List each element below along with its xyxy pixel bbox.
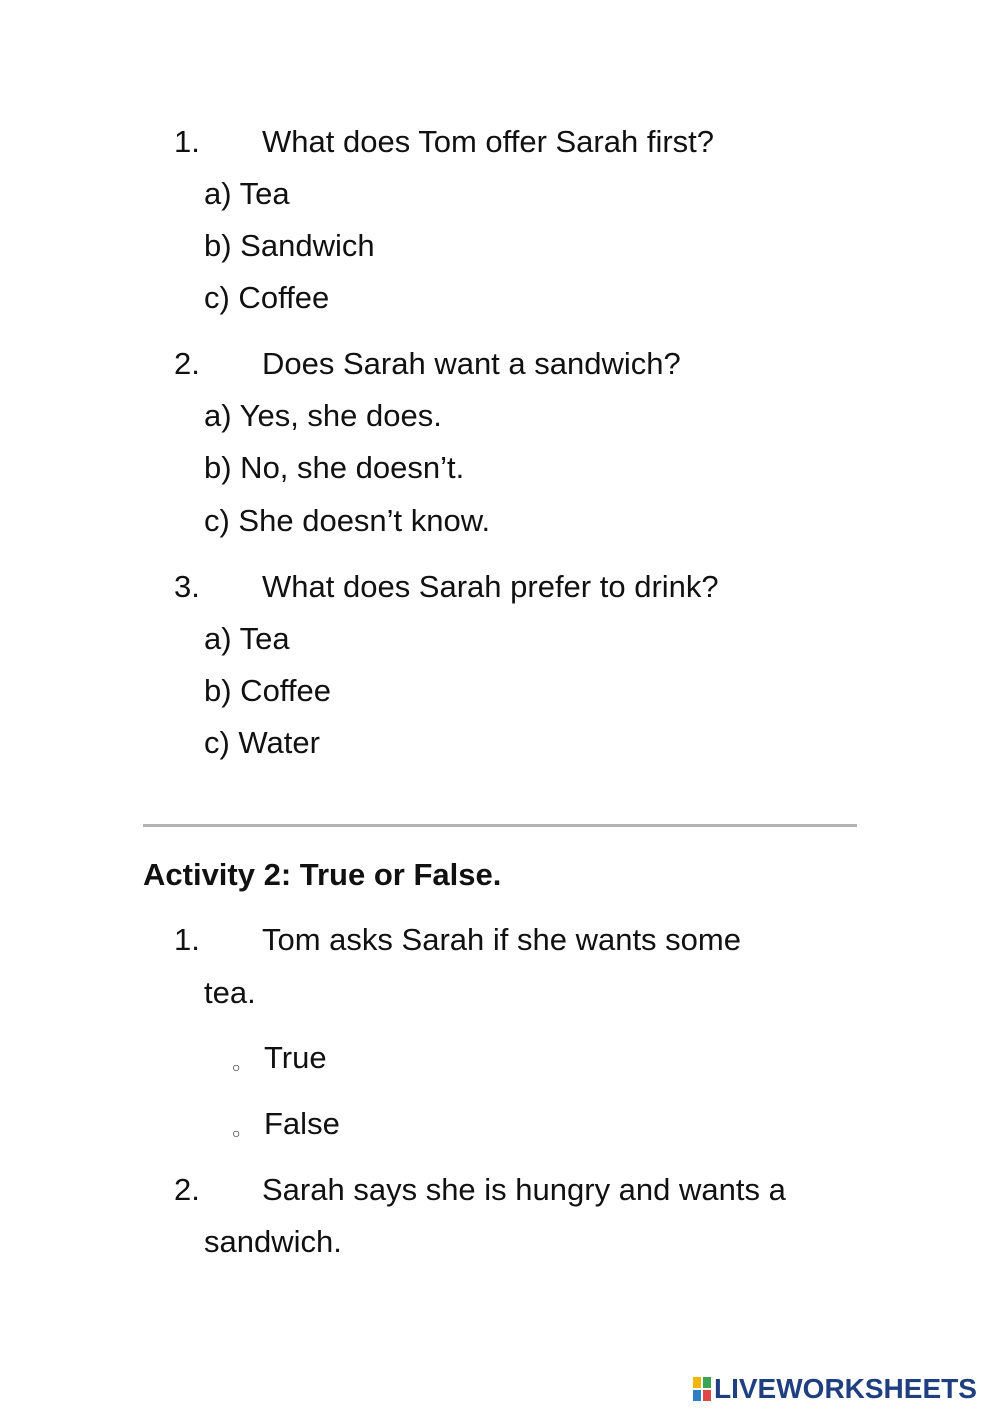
question-3-option-a[interactable]: a) Tea [204, 621, 290, 656]
section-divider [143, 824, 857, 827]
tf-item-2-text-continued: sandwich. [204, 1224, 342, 1259]
radio-circle-icon[interactable]: ○ [232, 1059, 241, 1075]
question-2-option-a[interactable]: a) Yes, she does. [204, 398, 442, 433]
tf-item-2-number: 2. [174, 1172, 200, 1207]
tf-item-1-option-true[interactable]: True [264, 1040, 327, 1075]
question-1-text: What does Tom offer Sarah first? [262, 124, 715, 159]
question-1-option-b[interactable]: b) Sandwich [204, 228, 375, 263]
logo-square-icon [692, 1376, 702, 1389]
question-1-option-c[interactable]: c) Coffee [204, 280, 330, 315]
tf-item-1-text-continued: tea. [204, 975, 256, 1010]
liveworksheets-logo [692, 1374, 977, 1404]
question-1-option-a[interactable]: a) Tea [204, 176, 290, 211]
question-1-number: 1. [174, 124, 200, 159]
question-2-option-c[interactable]: c) She doesn’t know. [204, 503, 491, 538]
logo-square-icon [702, 1376, 712, 1389]
radio-circle-icon[interactable]: ○ [232, 1125, 241, 1141]
tf-item-1-number: 1. [174, 922, 200, 957]
tf-item-1-text: Tom asks Sarah if she wants some [262, 922, 741, 957]
activity-2-heading: Activity 2: True or False. [143, 857, 502, 892]
logo-square-icon [702, 1389, 712, 1402]
tf-item-1-option-false[interactable]: False [264, 1106, 340, 1141]
question-2-text: Does Sarah want a sandwich? [262, 346, 681, 381]
liveworksheets-logo-icon [692, 1376, 712, 1402]
question-3-number: 3. [174, 569, 200, 604]
question-3-option-c[interactable]: c) Water [204, 725, 320, 760]
tf-item-2-text: Sarah says she is hungry and wants a [262, 1172, 786, 1207]
question-3-option-b[interactable]: b) Coffee [204, 673, 331, 708]
logo-square-icon [692, 1389, 702, 1402]
question-3-text: What does Sarah prefer to drink? [262, 569, 719, 604]
liveworksheets-logo-text: LIVEWORKSHEETS [714, 1373, 977, 1404]
question-2-option-b[interactable]: b) No, she doesn’t. [204, 450, 465, 485]
question-2-number: 2. [174, 346, 200, 381]
